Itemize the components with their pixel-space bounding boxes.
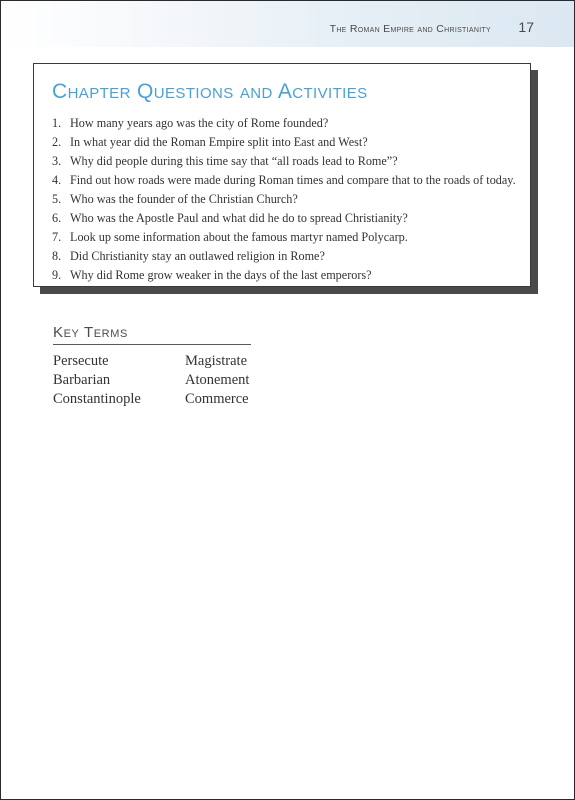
question-item [52,266,516,285]
question-number: 1. [52,116,62,130]
question-number: 8. [52,249,62,263]
key-term: Persecute [53,353,109,369]
key-terms-grid [53,352,253,409]
question-number: 9. [52,268,62,282]
key-term: Constantinople [53,391,141,407]
question-text: Find out how roads were made during Roman times and compare that to the roads of today. [70,173,516,187]
key-terms-section [53,323,253,409]
question-item [52,152,516,171]
key-term: Commerce [185,391,249,407]
question-number: 3. [52,154,62,168]
page-number: 17 [518,19,534,35]
key-term: Atonement [185,372,250,388]
question-text: Who was the founder of the Christian Church? [70,192,298,206]
question-number: 7. [52,230,62,244]
question-number: 6. [52,211,62,225]
question-text: Who was the Apostle Paul and what did he do to spread Christianity? [70,211,408,225]
question-number: 2. [52,135,62,149]
question-text: Why did people during this time say that “all roads lead to Rome”? [70,154,398,168]
key-term: Barbarian [53,372,111,388]
question-list [52,114,516,285]
running-header [1,1,574,47]
chapter-questions-box [33,63,531,287]
question-text: How many years ago was the city of Rome founded? [70,116,329,130]
question-number: 5. [52,192,62,206]
key-terms-heading: Key Terms [53,324,128,341]
question-item [52,228,516,247]
question-item [52,171,516,190]
question-text: In what year did the Roman Empire split into East and West? [70,135,368,149]
question-text: Did Christianity stay an outlawed religion in Rome? [70,249,325,263]
question-number: 4. [52,173,62,187]
question-text: Why did Rome grow weaker in the days of the last emperors? [70,268,372,282]
key-terms-divider [53,344,251,345]
question-item [52,114,516,133]
question-item [52,133,516,152]
chapter-questions-heading: Chapter Questions and Activities [52,80,368,103]
question-text: Look up some information about the famous martyr named Polycarp. [70,230,408,244]
question-item [52,209,516,228]
question-item [52,190,516,209]
running-title: The Roman Empire and Christianity [329,23,491,35]
question-item [52,247,516,266]
key-term: Magistrate [185,353,248,369]
